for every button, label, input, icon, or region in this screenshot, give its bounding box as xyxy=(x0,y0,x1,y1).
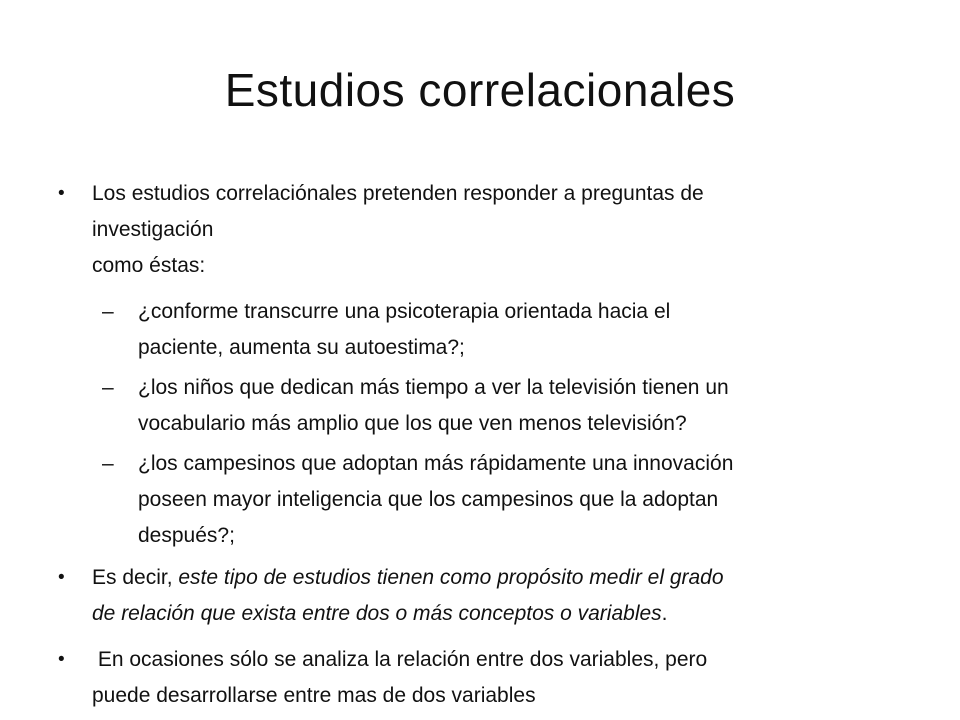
slide-title: Estudios correlacionales xyxy=(224,64,736,116)
bullet-1-line-3: como éstas: xyxy=(92,254,206,277)
bullet-item-1 xyxy=(56,176,906,284)
bullet-marker: • xyxy=(58,649,65,670)
sub-item-2 xyxy=(56,370,906,442)
slide-content xyxy=(56,176,906,714)
sub-item-1 xyxy=(56,294,906,366)
bullet-marker: • xyxy=(58,567,65,588)
sub-1-line-2: paciente, aumenta su autoestima?; xyxy=(138,336,465,359)
bullet-item-3 xyxy=(56,642,906,714)
dash-marker: – xyxy=(102,376,114,399)
bullet-2-prefix: Es decir, xyxy=(92,566,179,589)
dash-marker: – xyxy=(102,452,114,475)
sub-2-line-1: ¿los niños que dedican más tiempo a ver la televisión tienen un xyxy=(138,376,729,399)
sub-1-line-1: ¿conforme transcurre una psicoterapia orientada hacia el xyxy=(138,300,671,323)
sub-3-line-3: después?; xyxy=(138,524,235,547)
bullet-1-line-1: Los estudios correlaciónales pretenden responder a preguntas de xyxy=(92,182,704,205)
sub-3-line-1: ¿los campesinos que adoptan más rápidamente una innovación xyxy=(138,452,734,475)
bullet-2-italic-line-2: de relación que exista entre dos o más conceptos o variables xyxy=(92,602,662,625)
bullet-item-2 xyxy=(56,560,906,632)
sub-item-3 xyxy=(56,446,906,554)
sub-3-line-2: poseen mayor inteligencia que los campesinos que la adoptan xyxy=(138,488,719,511)
bullet-3-line-1: En ocasiones sólo se analiza la relación entre dos variables, pero xyxy=(92,648,708,671)
bullet-marker: • xyxy=(58,183,65,204)
bullet-2-italic-line-1: este tipo de estudios tienen como propósito medir el grado xyxy=(178,566,724,589)
bullet-2-suffix: . xyxy=(661,602,668,625)
bullet-1-line-2: investigación xyxy=(92,218,214,241)
dash-marker: – xyxy=(102,300,114,323)
sub-2-line-2: vocabulario más amplio que los que ven menos televisión? xyxy=(138,412,687,435)
bullet-3-line-2: puede desarrollarse entre mas de dos variables xyxy=(92,684,536,707)
